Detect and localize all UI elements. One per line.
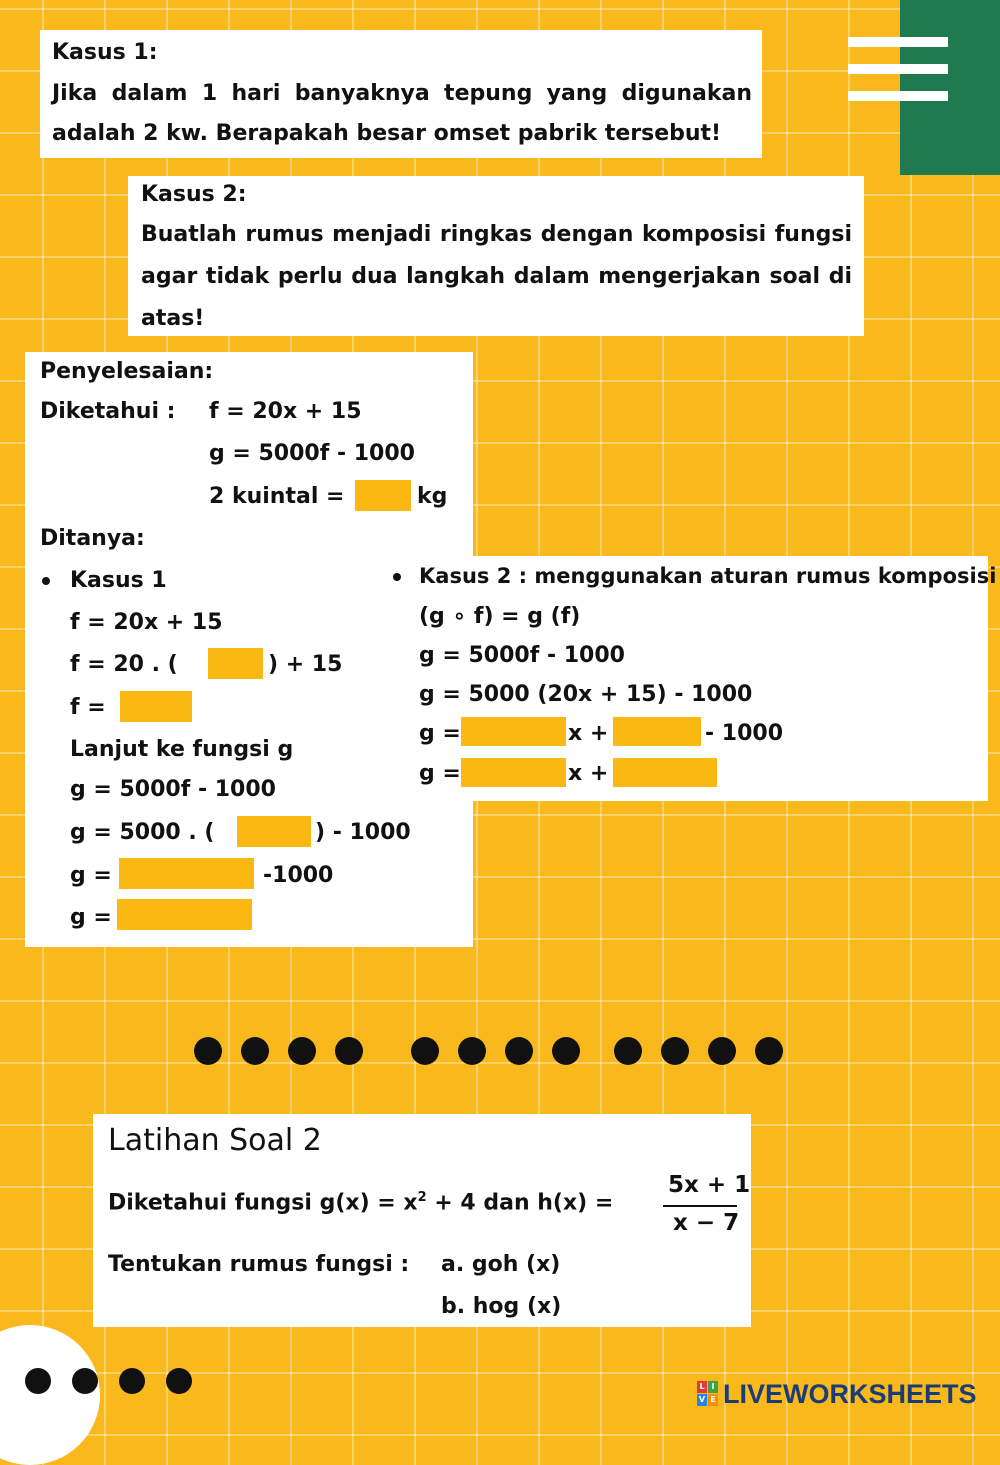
latihan-tentukan: Tentukan rumus fungsi : (108, 1252, 410, 1277)
kuintal-answer-blank[interactable] (355, 480, 411, 511)
case2-line4-mid: x + (568, 721, 609, 746)
case1-f-result-blank[interactable] (120, 691, 192, 722)
liveworksheets-logo-icon: L I V E (697, 1381, 719, 1407)
option-b: b. hog (x) (441, 1294, 562, 1319)
kasus1-body: Jika dalam 1 hari banyaknya tepung yang digunakan adalah 2 kw. Berapakah besar omset pabrik tersebut! (52, 81, 752, 146)
case2-line4-suffix: - 1000 (705, 721, 784, 746)
case2-label: Kasus 2 : menggunakan aturan rumus komposisi (419, 564, 997, 588)
liveworksheets-logo (697, 1378, 977, 1410)
case1-x-value-blank[interactable] (208, 648, 263, 679)
kasus2-body: Buatlah rumus menjadi ringkas dengan komposisi fungsi agar tidak perlu dua langkah dalam mengerjakan soal di atas! (141, 222, 852, 331)
case2-line3: g = 5000 (20x + 15) - 1000 (419, 682, 753, 707)
fraction-bar (663, 1205, 737, 1207)
white-circle-decoration (0, 1325, 100, 1465)
case1-line4: g = 5000f - 1000 (70, 777, 276, 802)
case2-const-blank[interactable] (613, 717, 701, 746)
liveworksheets-wordmark: LIVEWORKSHEETS (723, 1378, 977, 1409)
f-definition: f = 20x + 15 (209, 399, 362, 424)
case2-line5-prefix: g = (419, 761, 461, 786)
g-definition: g = 5000f - 1000 (209, 441, 415, 466)
fraction-denominator: x − 7 (673, 1210, 740, 1236)
case1-f-substitute-blank[interactable] (237, 816, 311, 847)
ditanya-label: Ditanya: (40, 526, 145, 551)
case1-bullet (42, 577, 50, 585)
case1-line1: f = 20x + 15 (70, 610, 223, 635)
case2-line4-prefix: g = (419, 721, 461, 746)
kasus1-title: Kasus 1: (52, 40, 158, 65)
case1-line2-suffix: ) + 15 (268, 652, 343, 677)
kasus2-card (128, 176, 864, 336)
case1-line6-suffix: -1000 (263, 863, 334, 888)
case1-line5-suffix: ) - 1000 (315, 820, 411, 845)
case2-final-const-blank[interactable] (613, 758, 717, 787)
kasus1-card (40, 30, 762, 158)
case1-g-result-blank[interactable] (117, 899, 252, 930)
kuintal-unit: kg (417, 484, 448, 509)
case2-line1: (g ∘ f) = g (f) (419, 604, 581, 629)
diketahui-label: Diketahui : (40, 399, 176, 424)
exponent: 2 (417, 1190, 427, 1205)
diketahui-mid: + 4 dan h(x) = (426, 1190, 614, 1216)
option-a: a. goh (x) (441, 1252, 561, 1277)
case1-line3-prefix: f = (70, 695, 106, 720)
case2-card (383, 556, 997, 801)
case1-line2-prefix: f = 20 . ( (70, 652, 178, 677)
case2-line5-mid: x + (568, 761, 609, 786)
case1-line5-prefix: g = 5000 . ( (70, 820, 215, 845)
case1-label: Kasus 1 (70, 568, 167, 593)
case1-line6-prefix: g = (70, 863, 112, 888)
latihan-title: Latihan Soal 2 (108, 1123, 322, 1158)
case2-final-x-coef-blank[interactable] (461, 758, 566, 787)
penyelesaian-heading: Penyelesaian: (40, 359, 214, 384)
fraction-numerator: 5x + 1 (668, 1172, 751, 1198)
diketahui-prefix: Diketahui fungsi g(x) = x (108, 1190, 418, 1216)
latihan-diketahui (108, 1191, 613, 1214)
case2-line2: g = 5000f - 1000 (419, 643, 625, 668)
case1-line7-prefix: g = (70, 905, 112, 930)
case2-bullet (393, 573, 401, 581)
kuintal-prefix: 2 kuintal = (209, 484, 345, 509)
case1-lanjut: Lanjut ke fungsi g (70, 737, 294, 762)
kasus2-title: Kasus 2: (141, 182, 247, 207)
case1-g-product-blank[interactable] (119, 858, 254, 889)
case2-x-coef-blank[interactable] (461, 717, 566, 746)
green-corner-block (900, 0, 1000, 175)
latihan-card (93, 1114, 751, 1327)
